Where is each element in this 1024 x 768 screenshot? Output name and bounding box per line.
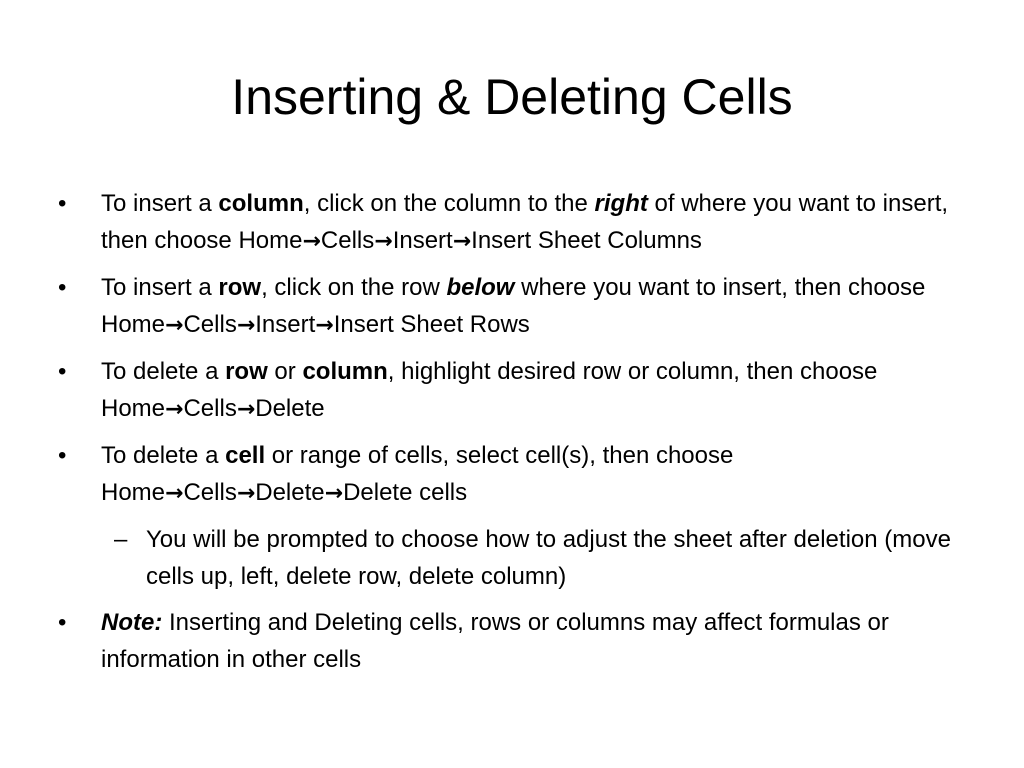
bullet-insert-row <box>56 269 956 344</box>
bold-term: column <box>302 358 388 385</box>
menu-path-item: Cells <box>320 227 375 254</box>
bullet-icon: • <box>58 358 67 385</box>
menu-path-item: Cells <box>183 311 237 338</box>
bullet-text: To delete a <box>101 442 226 469</box>
sub-bullet-text: You will be prompted to choose how to adjust the sheet after deletion (move cells up, left, delete row, delete column) <box>146 526 951 590</box>
menu-path-item: Cells <box>183 395 237 422</box>
bullet-icon: • <box>58 442 67 469</box>
bullet-text: or range of cells, select cell(s), then choose Home <box>101 442 734 506</box>
note-label: Note: <box>101 609 163 636</box>
bullet-text: To delete a <box>101 358 226 385</box>
menu-path-item: Insert Sheet Columns <box>471 227 702 254</box>
bullet-icon: • <box>58 190 67 217</box>
bold-term: column <box>218 190 304 217</box>
menu-path-item: Delete <box>255 479 325 506</box>
bold-italic-term: below <box>446 274 515 301</box>
bullet-text: Inserting and Deleting cells, rows or columns may affect formulas or information in other cells <box>101 609 889 673</box>
bullet-icon: • <box>58 274 67 301</box>
bullet-text: of where you want to insert, then choose Home <box>101 190 949 254</box>
bullet-text: To insert a <box>101 190 219 217</box>
slide-title: Inserting & Deleting Cells <box>231 69 793 125</box>
arrow-right-icon: → <box>324 481 344 506</box>
bullet-text: where you want to insert, then choose Home <box>101 274 926 338</box>
bold-term: row <box>218 274 262 301</box>
bold-term: cell <box>225 442 266 469</box>
slide-body <box>56 185 956 687</box>
menu-path-item: Delete cells <box>343 479 468 506</box>
bullet-text: or <box>267 358 303 385</box>
bullet-text: , highlight desired row or column, then choose Home <box>101 358 878 422</box>
menu-path-item: Delete <box>255 395 325 422</box>
bullet-text: To insert a <box>101 274 219 301</box>
arrow-right-icon: → <box>236 481 256 506</box>
bullet-text: , click on the column to the <box>303 190 595 217</box>
sub-bullet-prompt <box>56 521 956 595</box>
menu-path-item: Insert Sheet Rows <box>333 311 530 338</box>
arrow-right-icon: → <box>165 313 184 338</box>
dash-icon: – <box>114 526 128 553</box>
arrow-right-icon: → <box>165 481 184 506</box>
arrow-right-icon: → <box>236 397 256 422</box>
bold-italic-term: right <box>594 190 648 217</box>
arrow-right-icon: → <box>165 397 184 422</box>
bullet-icon: • <box>58 609 67 636</box>
arrow-right-icon: → <box>374 229 393 254</box>
arrow-right-icon: → <box>302 229 321 254</box>
bullet-delete-cell <box>56 437 956 512</box>
bullet-delete-row-column <box>56 353 956 428</box>
bullet-insert-column <box>56 185 956 260</box>
arrow-right-icon: → <box>452 229 472 254</box>
bullet-text: , click on the row <box>261 274 447 301</box>
bold-term: row <box>225 358 268 385</box>
arrow-right-icon: → <box>315 313 334 338</box>
menu-path-item: Cells <box>183 479 237 506</box>
menu-path-item: Insert <box>255 311 316 338</box>
bullet-note <box>56 604 956 678</box>
arrow-right-icon: → <box>236 313 256 338</box>
menu-path-item: Insert <box>392 227 453 254</box>
